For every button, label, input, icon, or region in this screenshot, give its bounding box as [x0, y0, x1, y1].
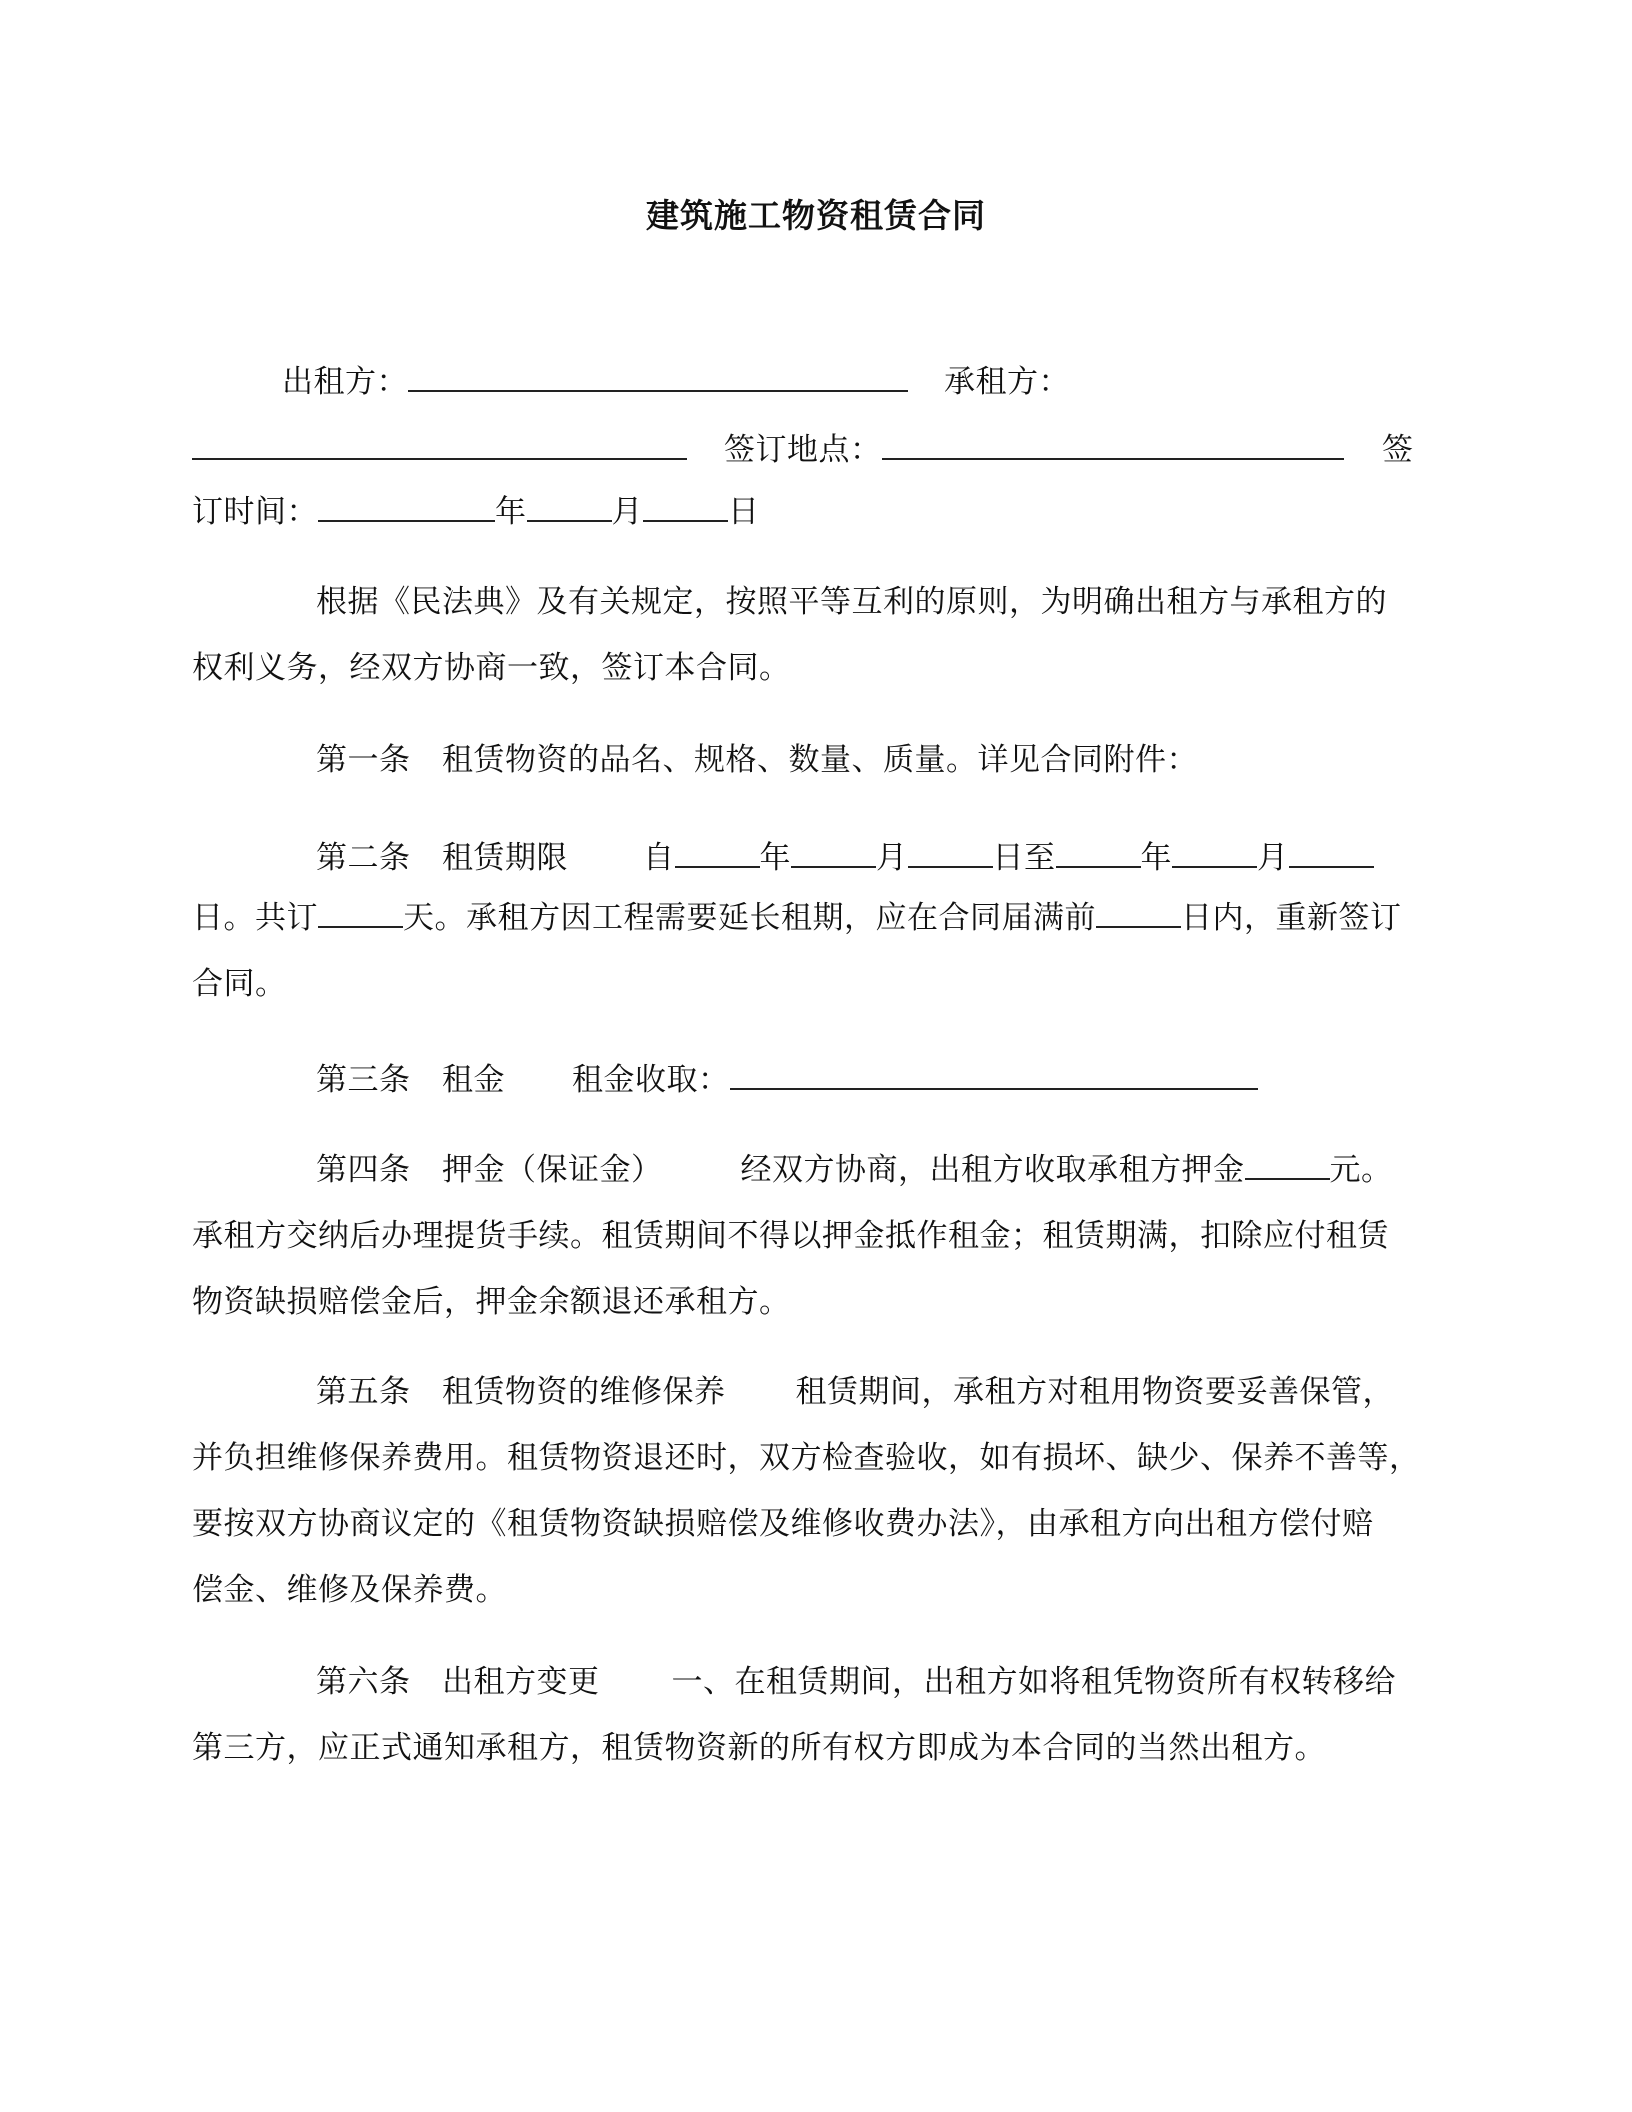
- article-6-line-2: 第三方，应正式通知承租方，租赁物资新的所有权方即成为本合同的当然出租方。: [192, 1730, 1326, 1766]
- rent-blank: [730, 1062, 1258, 1090]
- lessee-blank: [192, 432, 687, 460]
- month-char: 月: [611, 494, 643, 530]
- lessor-label: 出租方：: [282, 364, 408, 400]
- article-2-year-1: 年: [759, 840, 791, 876]
- article-5-head: 第五条 租赁物资的维修保养: [316, 1374, 726, 1410]
- article-2-day-end: 日。共订: [192, 900, 318, 936]
- article-2-from: 自: [643, 840, 675, 876]
- article-5-line-4: 偿金、维修及保养费。: [192, 1572, 507, 1608]
- total-days-blank: [318, 900, 403, 928]
- article-2-year-2: 年: [1140, 840, 1172, 876]
- article-5-line-2: 并负担维修保养费用。租赁物资退还时，双方检查验收，如有损坏、缺少、保养不善等，: [192, 1440, 1421, 1476]
- place-blank: [882, 432, 1344, 460]
- renew-days-blank: [1096, 900, 1181, 928]
- end-year-blank: [1056, 840, 1141, 868]
- document-title: 建筑施工物资租赁合同: [646, 196, 986, 235]
- article-4-text1: 经双方协商，出租方收取承租方押金: [740, 1152, 1245, 1188]
- article-4-line-2: 承租方交纳后办理提货手续。租赁期间不得以押金抵作租金；租赁期满，扣除应付租赁: [192, 1218, 1389, 1254]
- month-blank: [527, 494, 612, 522]
- article-2-day-to: 日至: [992, 840, 1056, 876]
- time-label-part2: 订时间：: [192, 494, 318, 530]
- lessee-label: 承租方：: [944, 364, 1070, 400]
- year-char: 年: [495, 494, 527, 530]
- article-5-line-3: 要按双方协商议定的《租赁物资缺损赔偿及维修收费办法》，由承租方向出租方偿付赔: [192, 1506, 1374, 1542]
- time-line: [192, 492, 760, 532]
- article-2-line-3: 合同。: [192, 966, 287, 1002]
- year-blank: [318, 494, 495, 522]
- preamble-line-2: 权利义务，经双方协商一致，签订本合同。: [192, 650, 791, 686]
- article-5-text1: 租赁期间，承租方对租用物资要妥善保管，: [795, 1374, 1394, 1410]
- start-month-blank: [791, 840, 876, 868]
- article-1: 第一条 租赁物资的品名、规格、数量、质量。详见合同附件：: [316, 742, 1198, 778]
- article-2-days: 天。承租方因工程需要延长租期，应在合同届满前: [403, 900, 1096, 936]
- lessee-line: [192, 430, 687, 470]
- preamble-line-1: 根据《民法典》及有关规定，按照平等互利的原则，为明确出租方与承租方的: [316, 584, 1387, 620]
- time-label-part1: 签: [1382, 432, 1414, 468]
- start-day-blank: [908, 840, 993, 868]
- lessor-blank: [408, 364, 908, 392]
- article-4-yuan: 元。: [1329, 1152, 1393, 1188]
- place-label: 签订地点：: [724, 432, 882, 468]
- article-5-line-1: [316, 1372, 1394, 1412]
- lessor-line: [282, 362, 908, 402]
- article-2-month-1: 月: [876, 840, 908, 876]
- article-4-head: 第四条 押金（保证金）: [316, 1152, 663, 1188]
- article-2-line-1: [316, 838, 1374, 878]
- deposit-blank: [1245, 1152, 1330, 1180]
- article-2-head: 第二条 租赁期限: [316, 840, 568, 876]
- day-char: 日: [728, 494, 760, 530]
- article-2-month-2: 月: [1257, 840, 1289, 876]
- article-3-head: 第三条 租金: [316, 1062, 505, 1098]
- start-year-blank: [675, 840, 760, 868]
- end-day-blank: [1289, 840, 1374, 868]
- article-6-head: 第六条 出租方变更: [316, 1664, 600, 1700]
- day-blank: [643, 494, 728, 522]
- article-6-line-1: [316, 1662, 1396, 1702]
- rent-label: 租金收取：: [572, 1062, 730, 1098]
- article-4-line-1: [316, 1150, 1393, 1190]
- end-month-blank: [1172, 840, 1257, 868]
- article-3: [316, 1060, 1258, 1100]
- article-2-renew: 日内，重新签订: [1181, 900, 1402, 936]
- article-4-line-3: 物资缺损赔偿金后，押金余额退还承租方。: [192, 1284, 791, 1320]
- article-2-line-2: [192, 898, 1402, 938]
- article-6-text1: 一、在租赁期间，出租方如将租凭物资所有权转移给: [671, 1664, 1396, 1700]
- place-line: [724, 430, 1344, 470]
